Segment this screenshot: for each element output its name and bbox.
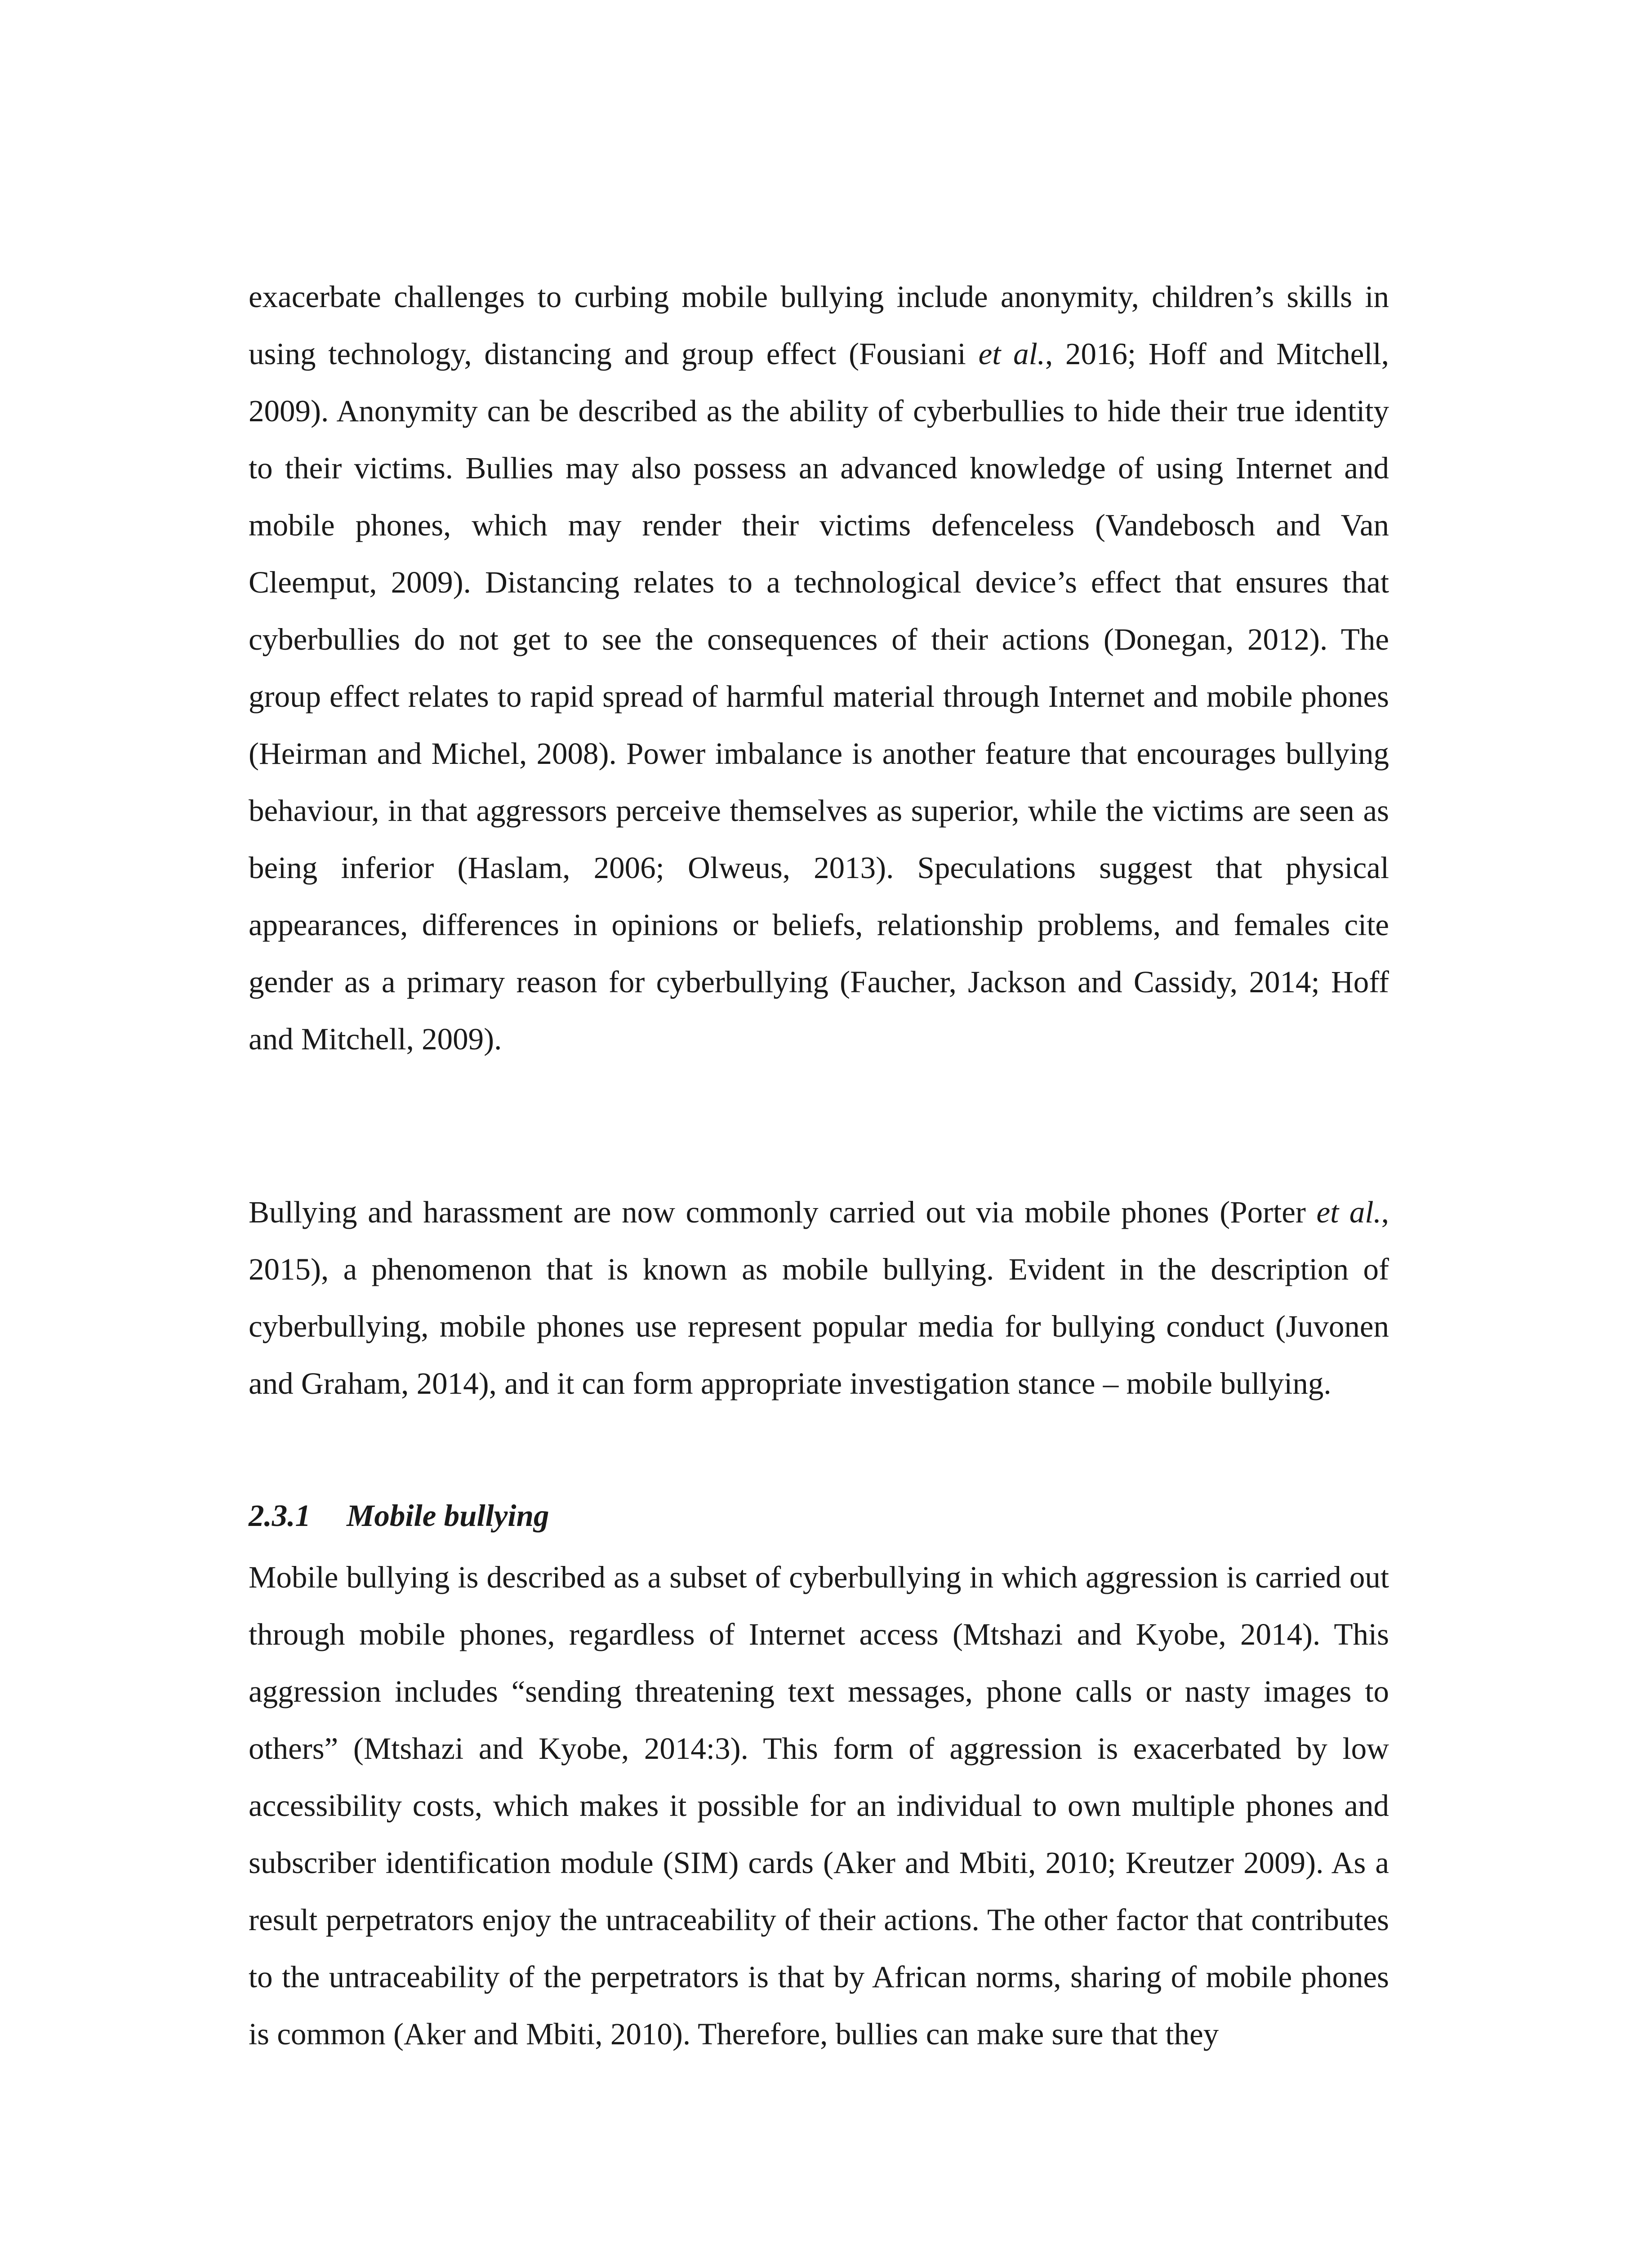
text-run: , 2016; Hoff and Mitchell, 2009). Anonymity can be described as the ability of cyberbullies to hide their true identity to their victims. Bullies may also possess an advanced knowledge of using Internet and mobile phones, which may render their victims defenceless (Vandebosch and Van Cleemput, 2009). Distancing relates to a technological device’s effect that ensures that cyberbullies do not get to see the consequences of their actions (Donegan, 2012). The group effect relates to rapid spread of harmful material through Internet and mobile phones (Heirman and Michel, 2008). Power imbalance is another feature that encourages bullying behaviour, in that aggressors perceive themselves as superior, while the victims are seen as being inferior (Haslam, 2006; Olweus, 2013). Speculations suggest that physical appearances, differences in opinions or beliefs, relationship problems, and females cite gender as a primary reason for cyberbullying (Faucher, Jackson and Cassidy, 2014; Hoff and Mitchell, 2009). xyxy=(249,337,1389,1056)
section-title: Mobile bullying xyxy=(347,1499,549,1533)
section-number: 2.3.1 xyxy=(249,1499,311,1533)
italic-text-run: et al. xyxy=(978,337,1045,371)
text-run: exacerbate challenges to curbing mobile bullying include anonymity, children’s skills in using technology, distancing and group effect (Fousiani xyxy=(249,280,1389,371)
text-run: Mobile bullying is described as a subset of cyberbullying in which aggression is carried out through mobile phones, regardless of Internet access (Mtshazi and Kyobe, 2014). This aggression includes “sending threatening text messages, phone calls or nasty images to others” (Mtshazi and Kyobe, 2014:3). This form of aggression is exacerbated by low accessibility costs, which makes it possible for an individual to own multiple phones and subscriber identification module (SIM) cards (Aker and Mbiti, 2010; Kreutzer 2009). As a result perpetrators enjoy the untraceability of their actions. The other factor that contributes to the untraceability of the perpetrators is that by African norms, sharing of mobile phones is common (Aker and Mbiti, 2010). Therefore, bullies can make sure that they xyxy=(249,1560,1389,2051)
text-run: , 2015), a phenomenon that is known as mobile bullying. Evident in the description of cyberbullying, mobile phones use represent popular media for bullying conduct (Juvonen and Graham, 2014), and it can form appropriate investigation stance – mobile bullying. xyxy=(249,1195,1389,1401)
text-run: Bullying and harassment are now commonly carried out via mobile phones (Porter xyxy=(249,1195,1317,1229)
paragraph-3 xyxy=(249,1549,1389,2063)
paragraph-1 xyxy=(249,268,1389,1068)
paragraph-2 xyxy=(249,1184,1389,1412)
section-heading xyxy=(249,1495,549,1536)
italic-text-run: et al. xyxy=(1316,1195,1381,1229)
